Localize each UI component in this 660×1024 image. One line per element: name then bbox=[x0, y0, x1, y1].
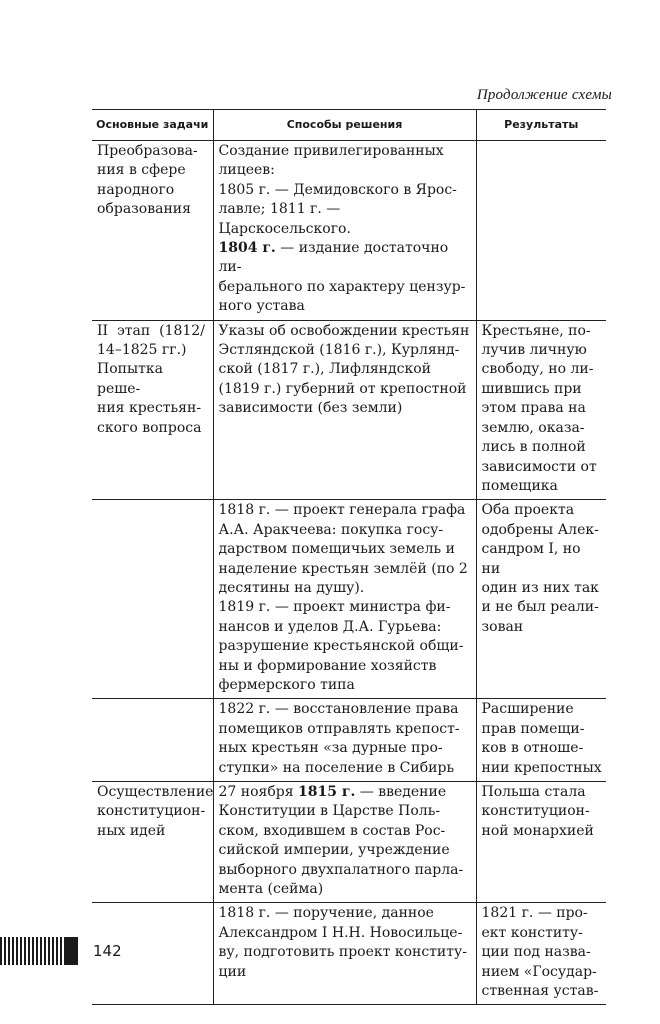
task-text: II этап (1812/ 14–1825 гг.) Попытка реше- ния крестьян- ского вопроса bbox=[97, 322, 205, 436]
method-cell bbox=[213, 699, 476, 782]
table-row bbox=[92, 699, 606, 782]
method-text: 1822 г. — восстановление права помещиков отправлять крепост- ных крестьян «за дурные про- ступки» на поселение в Сибирь bbox=[218, 701, 460, 776]
method-text: 1818 г. — проект генерала графа А.А. Аракчеева: покупка госу- дарством помещичьих земель и наделение крестьян землёй (по 2 десятины на душу). 1819 г. — проект министра фи- нансов и уделов Д.А. Гурьева: разрушение крестьянской общи- ны и формирование хозяйств фермерского типа bbox=[218, 502, 468, 693]
task-cell bbox=[92, 141, 213, 321]
method-cell bbox=[213, 903, 476, 1005]
result-text: Расширение прав помещи- ков в отноше- нии крепостных bbox=[481, 701, 602, 776]
method-cell bbox=[213, 320, 476, 500]
page-number: 142 bbox=[93, 942, 122, 960]
header-results: Результаты bbox=[476, 110, 606, 141]
table-row bbox=[92, 500, 606, 699]
result-cell bbox=[476, 699, 606, 782]
method-text: Создание привилегированных лицеев: 1805 г. — Демидовского в Ярос- лавле; 1811 г. — Царскосельского. 1804 г. — издание достаточно ли- берального по характеру цензур- ного устава bbox=[218, 143, 466, 315]
result-cell bbox=[476, 141, 606, 321]
method-text: 1818 г. — поручение, данное Александром I Н.Н. Новосильце- ву, подготовить проект конститу- ции bbox=[218, 905, 467, 980]
table-row bbox=[92, 141, 606, 321]
method-cell bbox=[213, 500, 476, 699]
method-cell bbox=[213, 141, 476, 321]
method-bold-year: 1815 г. bbox=[298, 784, 356, 800]
header-methods: Способы решения bbox=[213, 110, 476, 141]
table-row bbox=[92, 782, 606, 903]
result-text: 1821 г. — про- ект конститу- ции под назва- нием «Государ- ственная устав- bbox=[481, 905, 599, 1000]
table-caption: Продолжение схемы bbox=[476, 87, 612, 103]
task-text: Преобразова- ния в сфере народного образования bbox=[97, 143, 198, 218]
result-cell bbox=[476, 782, 606, 903]
table-header-row bbox=[92, 110, 606, 141]
method-text: 27 ноября 1815 г. — введение Конституции в Царстве Поль- ском, входившем в состав Рос- сийской империи, учреждение выборного двухпалатного парла- мента (сейма) bbox=[218, 784, 464, 898]
method-bold-year: 1804 г. bbox=[218, 240, 276, 257]
reform-table bbox=[92, 109, 606, 1005]
table-row bbox=[92, 903, 606, 1005]
method-text: Указы об освобождении крестьян Эстляндской (1816 г.), Курлянд- ской (1817 г.), Лифляндской (1819 г.) губерний от крепостной зависимости (без земли) bbox=[218, 322, 470, 417]
header-tasks: Основные задачи bbox=[92, 110, 213, 141]
result-cell bbox=[476, 320, 606, 500]
task-cell bbox=[92, 782, 213, 903]
method-cell bbox=[213, 782, 476, 903]
result-cell bbox=[476, 903, 606, 1005]
result-cell bbox=[476, 500, 606, 699]
page-marker-bar bbox=[0, 937, 78, 965]
task-cell bbox=[92, 699, 213, 782]
result-text: Крестьяне, по- лучив личную свободу, но ли- шившись при этом права на землю, оказа- лись в полной зависимости от помещика bbox=[481, 322, 597, 494]
result-text: Польша стала конституцион- ной монархией bbox=[481, 784, 594, 839]
task-cell bbox=[92, 500, 213, 699]
table-row bbox=[92, 320, 606, 500]
task-cell bbox=[92, 320, 213, 500]
result-text: Оба проекта одобрены Алек- сандром I, но ни один из них так и не был реали- зован bbox=[481, 502, 599, 635]
task-text: Осуществление конституцион- ных идей bbox=[97, 784, 214, 839]
